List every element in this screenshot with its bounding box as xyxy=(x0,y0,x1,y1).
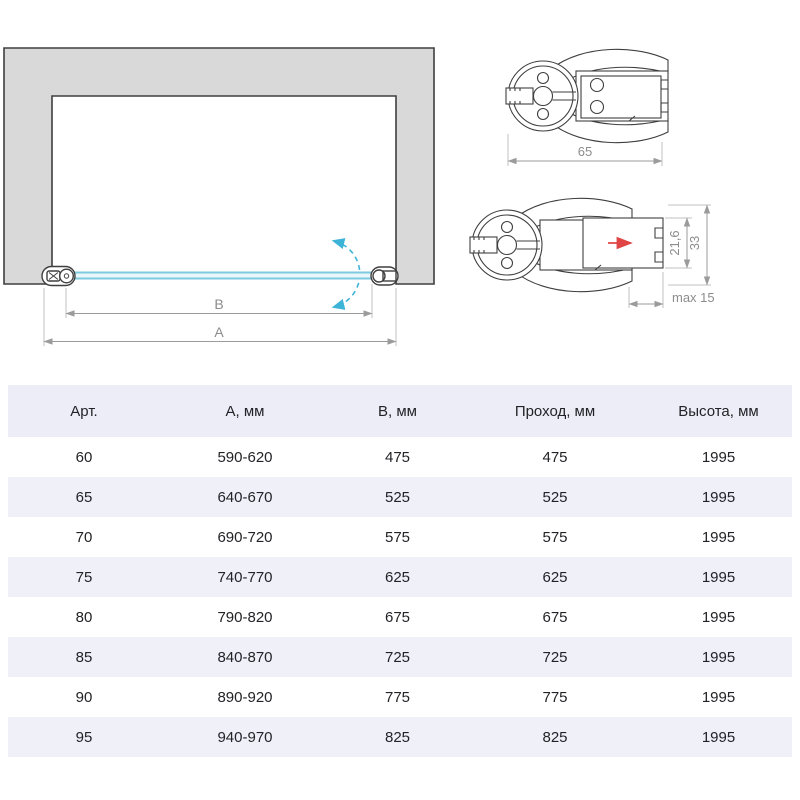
glass-panel xyxy=(70,273,372,279)
cell-height-mm: 1995 xyxy=(701,528,736,546)
drawing-svg xyxy=(0,0,800,380)
wall-section xyxy=(4,48,434,284)
dimension-b-label: B xyxy=(214,296,224,312)
size-table xyxy=(8,385,792,757)
cell-passage-mm: 675 xyxy=(542,608,568,626)
cell-art: 65 xyxy=(75,488,93,506)
cell-passage-mm: 475 xyxy=(542,448,568,466)
cell-passage-mm: 625 xyxy=(542,568,568,586)
cell-art: 75 xyxy=(75,568,93,586)
table-row xyxy=(8,557,792,597)
header-b-mm: В, мм xyxy=(378,402,417,420)
cell-art: 90 xyxy=(75,688,93,706)
cell-a-mm: 640-670 xyxy=(217,488,273,506)
cell-height-mm: 1995 xyxy=(701,728,736,746)
cell-passage-mm: 525 xyxy=(542,488,568,506)
table-row xyxy=(8,477,792,517)
cell-art: 80 xyxy=(75,608,93,626)
cell-passage-mm: 575 xyxy=(542,528,568,546)
cell-b-mm: 475 xyxy=(384,448,411,466)
table-row xyxy=(8,677,792,717)
cell-b-mm: 675 xyxy=(384,608,411,626)
table-row xyxy=(8,717,792,757)
dimension-21-6-label: 21,6 xyxy=(667,230,682,256)
header-height-mm: Высота, мм xyxy=(678,402,759,420)
left-wall-profile xyxy=(42,267,75,286)
cell-a-mm: 890-920 xyxy=(217,688,273,706)
dimension-max-15 xyxy=(629,272,715,308)
cell-height-mm: 1995 xyxy=(701,448,736,466)
cell-height-mm: 1995 xyxy=(701,488,736,506)
cell-b-mm: 525 xyxy=(384,488,411,506)
right-wall-profile xyxy=(371,267,398,285)
cell-art: 85 xyxy=(75,648,93,666)
cell-height-mm: 1995 xyxy=(701,608,736,626)
cell-a-mm: 940-970 xyxy=(217,728,273,746)
cell-b-mm: 825 xyxy=(384,728,411,746)
cell-art: 60 xyxy=(75,448,93,466)
technical-drawing xyxy=(0,0,800,380)
dimension-33-label: 33 xyxy=(687,235,702,251)
size-table-container xyxy=(8,385,792,757)
dimension-65-label: 65 xyxy=(577,144,593,159)
dimension-a-label: A xyxy=(214,324,224,340)
table-row xyxy=(8,517,792,557)
cell-a-mm: 740-770 xyxy=(217,568,273,586)
dimension-max-15-label: max 15 xyxy=(672,290,715,305)
cell-art: 70 xyxy=(75,528,93,546)
dimension-b xyxy=(66,284,372,318)
cell-b-mm: 775 xyxy=(384,688,411,706)
cell-a-mm: 840-870 xyxy=(217,648,273,666)
cell-a-mm: 590-620 xyxy=(217,448,273,466)
table-row xyxy=(8,437,792,477)
header-a-mm: А, мм xyxy=(225,402,265,420)
cell-b-mm: 625 xyxy=(384,568,411,586)
cell-b-mm: 725 xyxy=(384,648,411,666)
cell-a-mm: 690-720 xyxy=(217,528,273,546)
niche-top-view xyxy=(4,48,434,346)
cell-passage-mm: 775 xyxy=(542,688,568,706)
header-art: Арт. xyxy=(70,402,98,420)
cell-art: 95 xyxy=(75,728,93,746)
table-row xyxy=(8,637,792,677)
header-passage-mm: Проход, мм xyxy=(514,402,596,420)
cell-height-mm: 1995 xyxy=(701,688,736,706)
cell-a-mm: 790-820 xyxy=(217,608,273,626)
profile-section-closed xyxy=(506,49,668,166)
cell-height-mm: 1995 xyxy=(701,648,736,666)
cell-height-mm: 1995 xyxy=(701,568,736,586)
table-header-row xyxy=(8,385,792,437)
cell-passage-mm: 825 xyxy=(542,728,568,746)
cell-passage-mm: 725 xyxy=(542,648,568,666)
profile-section-extended xyxy=(470,198,715,308)
table-row xyxy=(8,597,792,637)
cell-b-mm: 575 xyxy=(384,528,411,546)
